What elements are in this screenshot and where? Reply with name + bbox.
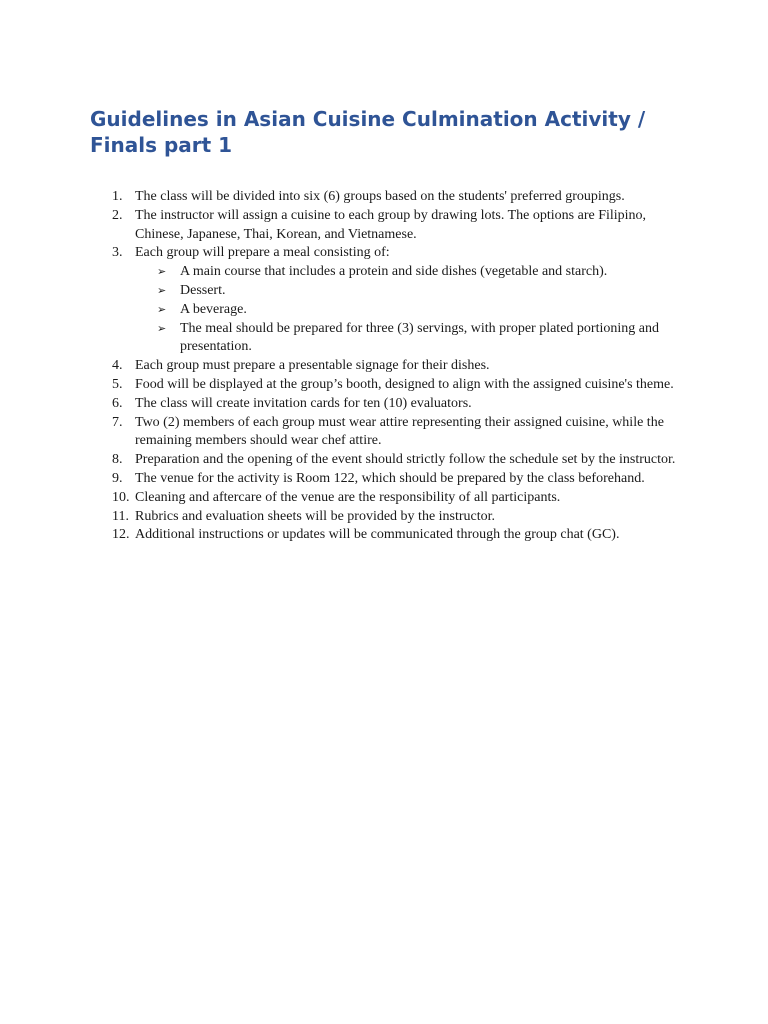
- meal-components-list: [135, 263, 680, 357]
- arrow-bullet-icon: ➢: [157, 302, 167, 316]
- item-text: Food will be displayed at the group’s booth, designed to align with the assigned cuisine's theme.: [135, 376, 674, 392]
- item-number: 7.: [112, 414, 123, 430]
- sub-item-text: The meal should be prepared for three (3) servings, with proper plated portioning and presentation.: [180, 320, 659, 355]
- list-item: [90, 526, 680, 545]
- sub-list-item: [135, 301, 680, 320]
- list-item: [90, 188, 680, 207]
- item-number: 12.: [112, 527, 130, 543]
- item-number: 5.: [112, 376, 123, 392]
- page-title: Guidelines in Asian Cuisine Culmination Activity / Finals part 1: [90, 107, 646, 157]
- sub-item-text: Dessert.: [180, 282, 226, 298]
- sub-item-text: A beverage.: [180, 301, 247, 317]
- item-number: 4.: [112, 358, 123, 374]
- list-item: [90, 207, 680, 245]
- list-item: [90, 357, 680, 376]
- arrow-bullet-icon: ➢: [157, 265, 167, 279]
- item-text: The class will be divided into six (6) groups based on the students' preferred groupings.: [135, 189, 625, 204]
- list-item: [90, 244, 680, 357]
- sub-list-item: [135, 282, 680, 301]
- item-number: 9.: [112, 470, 123, 486]
- arrow-bullet-icon: ➢: [157, 283, 167, 297]
- guidelines-list: [90, 188, 680, 545]
- item-text: Each group will prepare a meal consisting of:: [135, 245, 390, 261]
- item-text: Preparation and the opening of the event should strictly follow the schedule set by the instructor.: [135, 452, 676, 468]
- item-text: The instructor will assign a cuisine to each group by drawing lots. The options are Filipino, Chinese, Japanese, Thai, Korean, and Vietnamese.: [135, 207, 647, 242]
- item-number: 10.: [112, 489, 130, 505]
- list-item: [90, 508, 680, 527]
- item-text: The venue for the activity is Room 122, which should be prepared by the class beforehand.: [135, 470, 645, 486]
- item-text: The class will create invitation cards for ten (10) evaluators.: [135, 395, 472, 411]
- item-text: Cleaning and aftercare of the venue are the responsibility of all participants.: [135, 489, 561, 505]
- arrow-bullet-icon: ➢: [157, 321, 167, 335]
- sub-list-item: [135, 263, 680, 282]
- list-item: [90, 489, 680, 508]
- list-item: [90, 414, 680, 452]
- item-text: Rubrics and evaluation sheets will be provided by the instructor.: [135, 508, 496, 524]
- item-number: 2.: [112, 207, 123, 223]
- list-item: [90, 376, 680, 395]
- item-number: 1.: [112, 189, 123, 204]
- item-number: 8.: [112, 452, 123, 468]
- item-text: Additional instructions or updates will be communicated through the group chat (GC).: [135, 527, 620, 543]
- item-text: Two (2) members of each group must wear attire representing their assigned cuisine, while the remaining members should wear chef attire.: [135, 414, 664, 449]
- item-number: 3.: [112, 245, 123, 261]
- item-text: Each group must prepare a presentable signage for their dishes.: [135, 358, 490, 374]
- list-item: [90, 451, 680, 470]
- item-number: 11.: [112, 508, 129, 524]
- sub-item-text: A main course that includes a protein and side dishes (vegetable and starch).: [180, 264, 608, 280]
- list-item: [90, 470, 680, 489]
- sub-list-item: [135, 320, 680, 358]
- list-item: [90, 395, 680, 414]
- item-number: 6.: [112, 395, 123, 411]
